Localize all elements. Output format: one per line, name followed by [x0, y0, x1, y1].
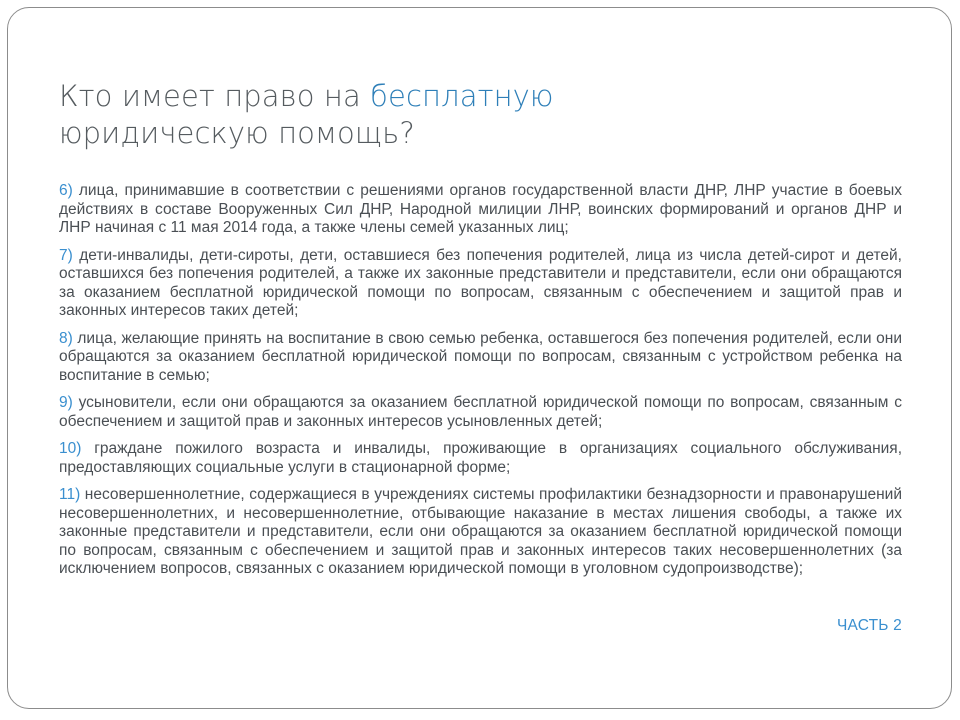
item-text: усыновители, если они обращаются за оказанием бесплатной юридической помощи по вопросам, связанным с обеспечением и защитой прав и законных интересов усыновленных детей; [59, 394, 902, 430]
title-prefix: Кто имеет право на [59, 79, 371, 113]
item-number: 11) [59, 486, 81, 503]
list-item-10 [59, 440, 902, 477]
item-text: дети-инвалиды, дети-сироты, дети, оставшиеся без попечения родителей, лица из числа детей-сирот и детей, оставшихся без попечения родителей, а также их законные представители и представители, если они обращаются за оказанием бесплатной юридической помощи по вопросам, связанным с обеспечением и защитой прав и законных интересов таких детей; [59, 246, 902, 319]
eligibility-list [59, 182, 902, 588]
title-line-2: юридическую помощь? [59, 116, 415, 150]
item-text: граждане пожилого возраста и инвалиды, проживающие в организациях социального обслуживания, предоставляющих социальные услуги в стационарной форме; [59, 440, 902, 476]
item-number: 10) [59, 440, 82, 457]
title-line-1 [59, 78, 554, 115]
title-accent-word: бесплатную [370, 79, 554, 113]
item-number: 8) [59, 329, 73, 347]
list-item-6 [59, 182, 902, 238]
list-item-7 [59, 247, 902, 321]
item-text: несовершеннолетние, содержащиеся в учреждениях системы профилактики безнадзорности и правонарушений несовершеннолетних, и несовершеннолетние, отбывающие наказание в местах лишения свободы, а также их законные представители и представители, если они обращаются за оказанием бесплатной юридической помощи по вопросам, связанным с обеспечением и защитой прав и законных интересов таких несовершеннолетних (за исключением вопросов, связанных с оказанием юридической помощи в уголовном судопроизводстве); [59, 486, 902, 577]
item-text: лица, принимавшие в соответствии с решениями органов государственной власти ДНР, ЛНР участие в боевых действиях в составе Вооруженных Сил ДНР, Народной милиции ЛНР, воинских формирований и органов ДНР и ЛНР начиная с 11 мая 2014 года, а также члены семей указанных лиц; [59, 182, 902, 236]
list-item-11 [59, 486, 902, 579]
slide-title [59, 78, 554, 152]
item-number: 7) [59, 246, 73, 264]
part-label: ЧАСТЬ 2 [837, 617, 902, 634]
list-item-9 [59, 394, 902, 431]
item-text: лица, желающие принять на воспитание в свою семью ребенка, оставшегося без попечения родителей, если они обращаются за оказанием бесплатной юридической помощи по вопросам, связанным с устройством ребенка на воспитание в семью; [59, 329, 902, 384]
list-item-8 [59, 330, 902, 386]
item-number: 6) [59, 182, 73, 199]
item-number: 9) [59, 394, 73, 411]
